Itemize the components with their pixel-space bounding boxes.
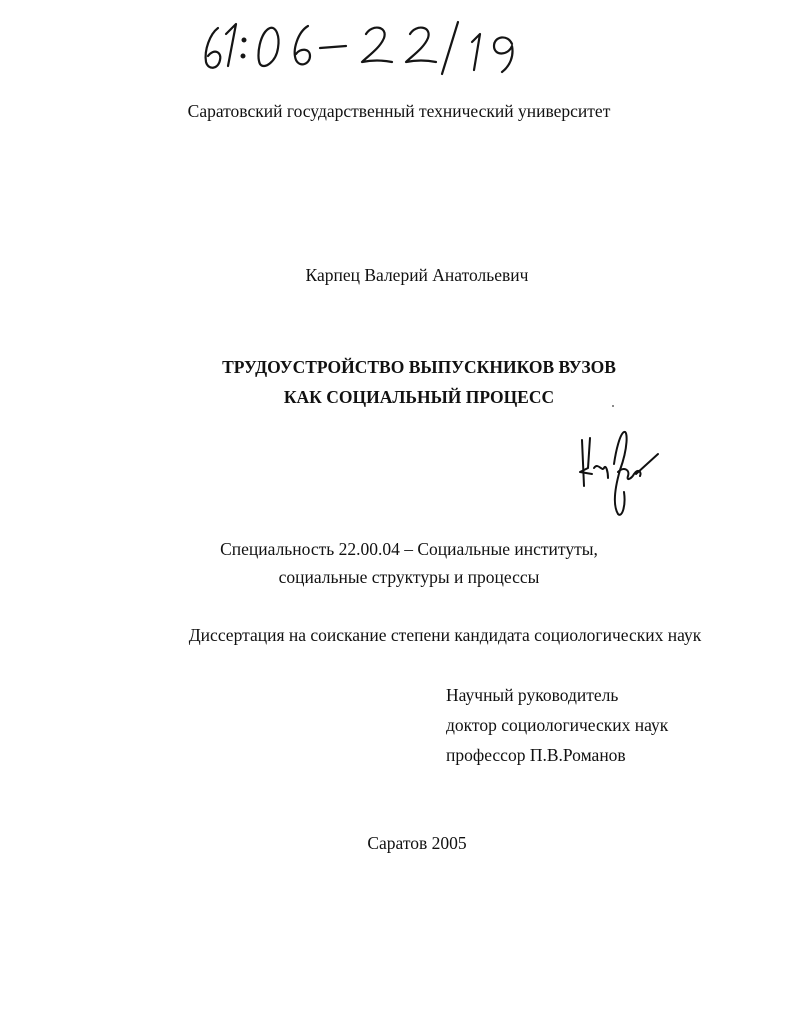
degree-statement: Диссертация на соискание степени кандидата социологических наук	[188, 625, 702, 645]
specialty-line-1: Специальность 22.00.04 – Социальные институты,	[220, 539, 598, 559]
supervisor-degree: доктор социологических наук	[446, 715, 669, 735]
dissertation-title-line-1: ТРУДОУСТРОЙСТВО ВЫПУСКНИКОВ ВУЗОВ	[222, 357, 616, 377]
specialty-line-2: социальные структуры и процессы	[278, 567, 540, 587]
scan-speck	[612, 405, 614, 407]
handwritten-archive-code	[196, 10, 536, 80]
author-name: Карпец Валерий Анатольевич	[305, 265, 529, 285]
supervisor-name: профессор П.В.Романов	[446, 745, 626, 765]
place-year: Саратов 2005	[367, 833, 467, 853]
institution-name: Саратовский государственный технический университет	[187, 101, 611, 121]
dissertation-title-line-2: КАК СОЦИАЛЬНЫЙ ПРОЦЕСС	[283, 387, 555, 407]
supervisor-label: Научный руководитель	[446, 685, 619, 705]
signature-icon	[574, 428, 666, 520]
